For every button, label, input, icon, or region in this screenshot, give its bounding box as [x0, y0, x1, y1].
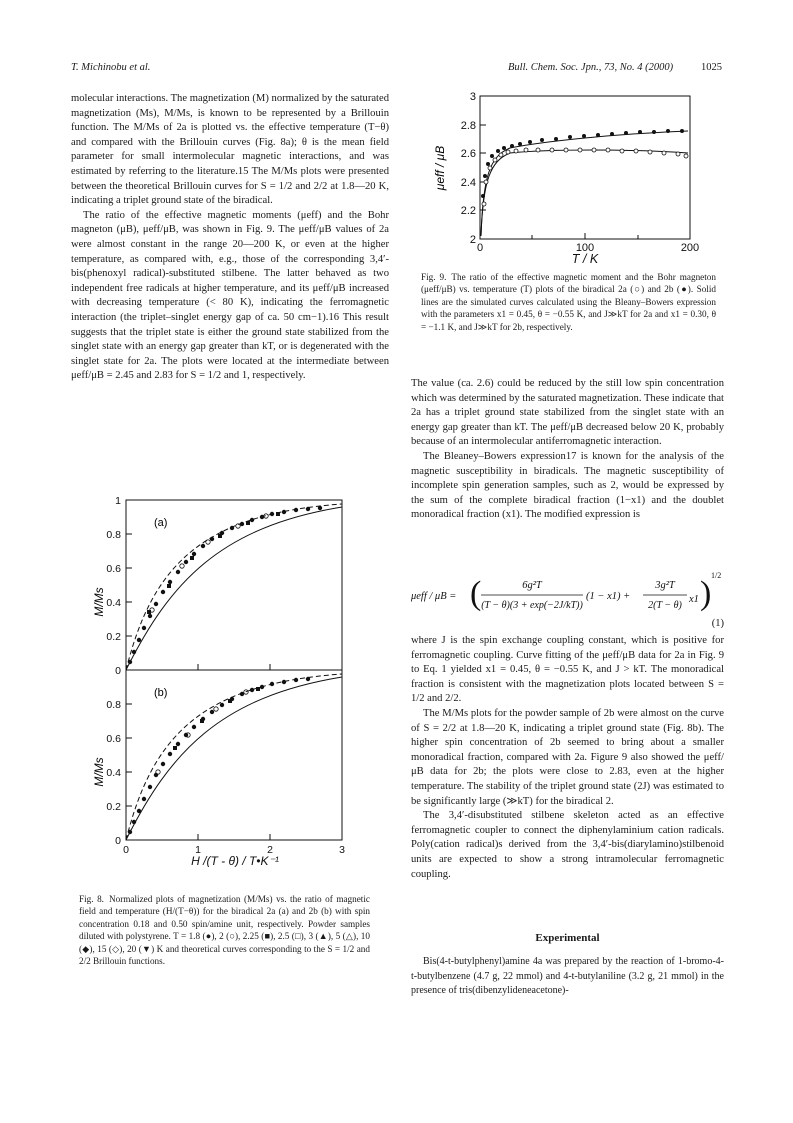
- caption-label: Fig. 8.: [79, 894, 104, 904]
- tick-label: 2: [469, 234, 476, 246]
- paragraph: The 3,4′-disubstituted stilbene skeleton acted as an effective ferromagnetic coupler to connect the diphenylaminium cation radicals. Poly(cation radical)s derived from the 3,4′-bis(diarylamino)stilbenoid units are expected to show a strong intramolecular ferromagnetic coupling.: [411, 810, 724, 880]
- paragraph: Bis(4-t-butylphenyl)amine 4a was prepared by the reaction of 1-bromo-4-t-butylbenzene (4.7 g, 22 mmol) and 4-t-butylaniline (3.2 g, 21 mmol) in the presence of tris(dibenzylideneacetone)-: [411, 956, 724, 997]
- x-axis-label: H /(T - θ) / T•K⁻¹: [191, 854, 279, 867]
- eq-mid: (1 − x1) +: [586, 591, 631, 602]
- fig9-points-2b: [481, 129, 684, 198]
- tick-label: 0.8: [106, 699, 121, 711]
- caption-text: Normalized plots of magnetization (M/Ms) vs. the ratio of magnetic field and temperature (H/(T−θ)) for the biradical 2a (a) and 2b (b) with spin concentration 0.18 and 0.50 spin/amine unit, respectively. Powder samples diluted with polystyrene. T = 1.8 (●), 2 (○), 2.25 (■), 2.5 (□), 3 (▲), 5 (△), 10 (◆), 15 (◇), 20 (▼) K and theoretical curves corresponding to the S = 1/2 and 2/2 Brillouin functions.: [79, 894, 370, 967]
- tick-label: 0.4: [106, 767, 121, 779]
- panel-a-points: [128, 506, 322, 664]
- tick-label: 3: [469, 91, 476, 103]
- tick-label: 0.6: [106, 563, 121, 575]
- figure-9: [420, 86, 720, 266]
- tick-label: 0: [123, 844, 129, 856]
- figure-8: [90, 492, 360, 867]
- figure-9-caption: [421, 271, 716, 333]
- y-axis-label-b: M/Ms: [92, 757, 106, 787]
- fig9-points-2a: [482, 148, 688, 206]
- eq-lhs: μeff / μB =: [411, 591, 457, 602]
- right-column-text-lower: [411, 634, 724, 882]
- experimental-text: [411, 955, 724, 999]
- running-header-journal: Bull. Chem. Soc. Jpn., 73, No. 4 (2000): [508, 62, 674, 73]
- tick-label: 2.8: [460, 120, 476, 132]
- tick-label: 0.6: [106, 733, 121, 745]
- y-axis-label: μeff / μB: [433, 145, 447, 191]
- running-header-authors: T. Michinobu et al.: [71, 62, 151, 73]
- caption-text: The ratio of the effective magnetic moment and the Bohr magneton (μeff/μB) vs. temperature (T) plots of the biradical 2a (○) and 2b (●). Solid lines are the simulated curves calculated using the Bleany–Bowers expression with the parameters x1 = 0.45, θ = −0.55 K, and J≫kT for 2a and x1 = 0.30, θ = −1.1 K, and J≫kT for 2b, respectively.: [421, 272, 716, 332]
- tick-label: 1: [195, 844, 201, 856]
- fig9-frame: [480, 96, 690, 239]
- equation-1: [411, 566, 724, 628]
- tick-label: 2.4: [460, 177, 476, 189]
- tick-label: 0.4: [106, 597, 121, 609]
- tick-label: 0.2: [106, 801, 121, 813]
- eq-x1: x1: [689, 594, 699, 605]
- panel-label-a: (a): [154, 517, 168, 529]
- figure-8-caption: [79, 893, 370, 967]
- page-number: 1025: [701, 62, 722, 73]
- eq-num1: 6g²T: [522, 580, 542, 591]
- figure-8-plot: [90, 492, 360, 867]
- paragraph: The M/Ms plots for the powder sample of 2b were almost on the curve of S = 2/2 at 1.8—20 K, indicating a triplet ground state (Fig. 8b). The higher spin concentration of 2b seemed to bring about a smaller monoradical fraction, compared with 2a. Figure 9 also showed the μeff/μB data for 2b; the plots were close to 2.83, even at the higher temperature. The stability of the triplet ground state (2J) was estimated to be significantly large (≫kT) for the biradical 2.: [411, 707, 724, 807]
- equation-graphic: [411, 566, 724, 628]
- eq-open-paren: (: [470, 575, 482, 612]
- tick-label: 100: [575, 242, 595, 254]
- tick-label: 0: [476, 242, 484, 254]
- y-axis-label-a: M/Ms: [92, 587, 106, 617]
- tick-label: 2: [267, 844, 273, 856]
- paragraph: The Bleaney–Bowers expression17 is known for the analysis of the magnetic susceptibility in biradicals. The magnetic susceptibility of incomplete spin generation samples, such as 2, would be expressed by the sum of the complete biradical fraction (1−x1) and the doublet monoradical fraction (x1). The modified expression is: [411, 450, 724, 521]
- paragraph: The ratio of the effective magnetic moments (μeff) and the Bohr magneton (μB), μeff/μB, was shown in Fig. 9. The μeff/μB values of 2a were almost constant in the range 20—200 K, or even at the higher temperature, as compared with, e.g., those of the corresponding 3,4′-bis(phenoxyl radical)-substituted stilbene. The latter behaved as two independent free radicals at higher temperature, and its μeff/μB increased with decreasing temperature (< 80 K), indicating the ferromagnetic interaction (the triplet–singlet energy gap of ca. 50 cm−1).16 This result suggests that the triplet state is either the ground state stabilized from the singlet state with an energy gap greater than kT, or is degenerated with the singlet state for 2a. The plots were located at the intermediate between μeff/μB = 2.45 and 2.83 for S = 1/2 and 1, respectively.: [71, 209, 389, 382]
- panel-b-points: [128, 677, 310, 834]
- tick-label: 1: [115, 495, 121, 507]
- panel-label-b: (b): [154, 687, 168, 699]
- x-axis-label: T / K: [571, 252, 599, 266]
- left-column-text: [71, 92, 389, 384]
- paragraph: The value (ca. 2.6) could be reduced by the still low spin concentration which was determined by the saturated magnetization. These indicate that 2a has a triplet ground state stabilized from the singlet state with an energy gap greater than kT. The μeff/μB decreased below 20 K, probably because of an intermolecular antiferromagnetic interaction.: [411, 378, 724, 448]
- paragraph: where J is the spin exchange coupling constant, which is positive for ferromagnetic coupling. Curve fitting of the μeff/μB data for 2a in Fig. 9 to Eq. 1 yielded x1 = 0.45, θ = −0.55 K, and J > kT. The monoradical fraction is consistent with the magnetization plots located between S = 1/2 and 2/2.: [411, 635, 724, 705]
- tick-label: 2.6: [460, 148, 476, 160]
- eq-num2: 3g²T: [655, 580, 675, 591]
- fit-curve-2a: [481, 150, 688, 236]
- tick-label: 0: [115, 835, 121, 847]
- eq-den2: 2(T − θ): [648, 600, 682, 611]
- eq-close-paren: ): [700, 575, 712, 612]
- paragraph: molecular interactions. The magnetization (M) normalized by the saturated magnetization (Ms), M/Ms, is known to be represented by a Brillouin function. The M/Ms of 2a is plotted vs. the effective temperature (T−θ) and compared with the Brillouin curves (Fig. 8a); θ is the mean field parameter for small intermolecular magnetic interactions, and was estimated by referring to the literature.15 The M/Ms plots were presented between the theoretical Brillouin curves for S = 1/2 and 2/2 at 1.8—20 K, indicating a triplet ground state of the biradical.: [71, 93, 389, 207]
- tick-label: 200: [680, 242, 700, 254]
- eq-number: (1): [711, 618, 724, 628]
- caption-label: Fig. 9.: [421, 272, 447, 282]
- figure-9-plot: [420, 86, 720, 266]
- tick-label: 0.2: [106, 631, 121, 643]
- tick-label: 0: [115, 665, 121, 677]
- eq-den1: (T − θ)(3 + exp(−2J/kT)): [481, 600, 583, 611]
- tick-label: 0.8: [106, 529, 121, 541]
- right-column-text-upper: [411, 377, 724, 523]
- section-heading-experimental: Experimental: [535, 932, 600, 944]
- tick-label: 2.2: [460, 205, 476, 217]
- eq-power: 1/2: [711, 571, 722, 580]
- tick-label: 3: [339, 844, 345, 856]
